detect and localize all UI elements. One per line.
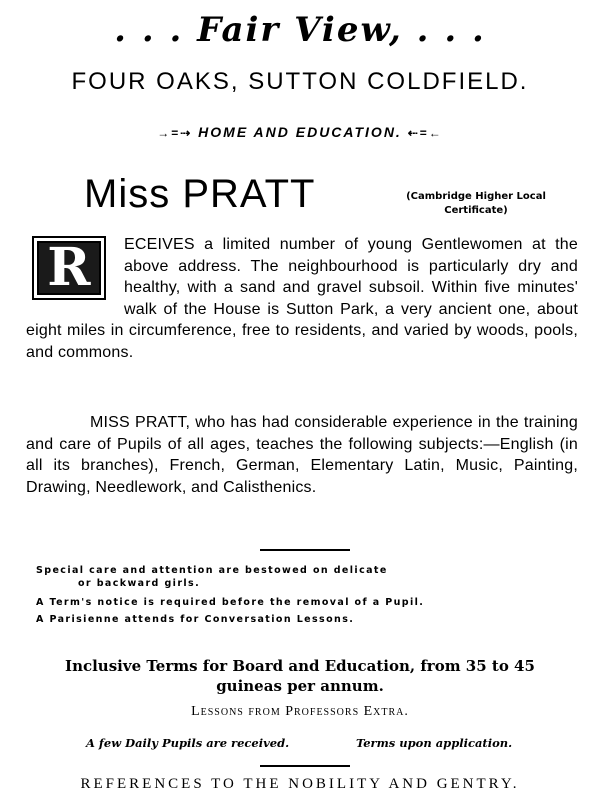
divider xyxy=(260,765,350,767)
divider xyxy=(260,549,350,551)
principal-heading xyxy=(84,172,584,222)
notice-term: A Term's notice is required before the removal of a Pupil. xyxy=(36,597,425,608)
principal-certificate: (Cambridge Higher Local Certificate) xyxy=(406,191,546,216)
lessons-extra: Lessons from Professors Extra. xyxy=(191,704,409,719)
terms-application: Terms upon application. xyxy=(356,736,513,750)
paragraph-subjects: MISS PRATT, who has had considerable experience in the training and care of Pupils of all ages, teaches the following subjects:—English (in all its branches), French, German, Elementary Latin, Music, Painting, Drawing, Needlework, and Calisthenics. xyxy=(26,414,578,496)
terms-line-1: Inclusive Terms for Board and Education, from 35 to 45 xyxy=(65,657,535,675)
flourish-left-icon: →=⇢ xyxy=(157,126,193,140)
section-heading-text: HOME AND EDUCATION. xyxy=(198,124,402,140)
notice-special-care-continued: or backward girls. xyxy=(78,578,201,589)
principal-name: Miss PRATT xyxy=(84,172,316,216)
flourish-right-icon: ⇠=← xyxy=(407,126,443,140)
school-title: . . . Fair View, . . . xyxy=(114,10,486,50)
paragraph-introduction-text: ECEIVES a limited number of young Gentlewomen at the above address. The neighbourhood is particularly dry and healthy, with a sand and gravel subsoil. Within five minutes' walk of the House is Sutton Park, a very ancient one, about eight miles in circumference, free to residents, and varied by woods, pools, and commons. xyxy=(26,236,578,361)
paragraph-introduction xyxy=(26,234,578,363)
terms-block xyxy=(30,656,570,696)
school-location: FOUR OAKS, SUTTON COLDFIELD. xyxy=(71,68,529,95)
notice-special-care: Special care and attention are bestowed on delicate xyxy=(36,565,388,576)
section-heading xyxy=(0,124,600,140)
notice-parisienne: A Parisienne attends for Conversation Lessons. xyxy=(36,614,355,625)
terms-line-2: guineas per annum. xyxy=(216,677,384,695)
daily-pupils: A few Daily Pupils are received. xyxy=(86,736,290,750)
references: REFERENCES TO THE NOBILITY AND GENTRY. xyxy=(80,776,520,792)
drop-cap: R xyxy=(32,236,106,300)
